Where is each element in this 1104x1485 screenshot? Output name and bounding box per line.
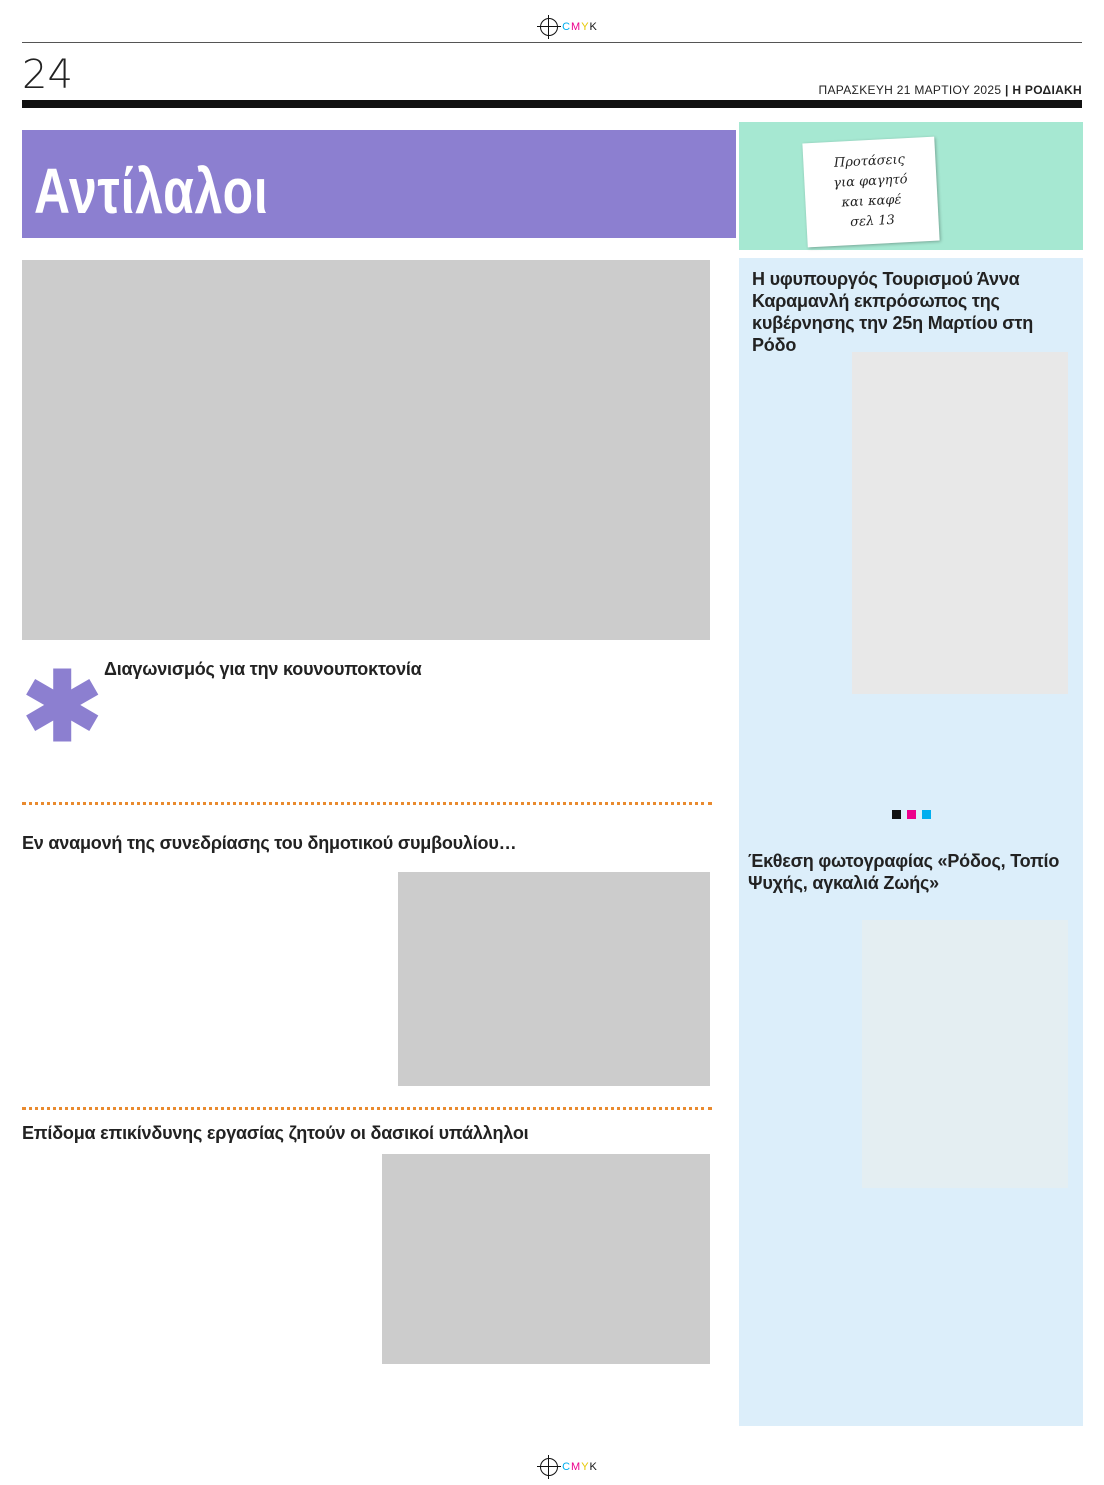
promo-box[interactable] xyxy=(739,122,1083,250)
magenta-dot xyxy=(907,810,916,819)
registration-mark-icon xyxy=(540,1458,558,1476)
black-dot xyxy=(892,810,901,819)
publication-name: Η ΡΟΔΙΑΚΗ xyxy=(1012,83,1082,97)
minister-article xyxy=(752,268,1072,356)
divider-2 xyxy=(22,1107,712,1110)
divider-1 xyxy=(22,802,712,805)
mosquito-headline: Διαγωνισμός για την κουνουποκτονία xyxy=(104,659,422,679)
promo-line-1: Προτάσεις xyxy=(833,152,906,171)
forest-headline-wrap xyxy=(22,1122,712,1144)
council-headline-wrap xyxy=(22,832,712,854)
notepad xyxy=(802,137,939,248)
bottom-cmyk-mark: CMYK xyxy=(540,1458,598,1476)
date: ΠΑΡΑΣΚΕΥΗ 21 ΜΑΡΤΙΟΥ 2025 xyxy=(818,83,1002,97)
exhibition-article xyxy=(748,850,1074,894)
council-headline: Εν αναμονή της συνεδρίασης του δημοτικού συμβουλίου… xyxy=(22,833,517,853)
top-cmyk-mark: CMYK xyxy=(540,18,598,36)
dateline xyxy=(819,83,1082,97)
exhibition-poster xyxy=(862,920,1068,1188)
color-dots xyxy=(892,810,931,819)
fogging-photo xyxy=(22,260,710,640)
date-separator: | xyxy=(1005,83,1009,97)
cyan-dot xyxy=(922,810,931,819)
forest-headline: Επίδομα επικίνδυνης εργασίας ζητούν οι δασικοί υπάλληλοι xyxy=(22,1123,529,1143)
page-number: 24 xyxy=(22,52,73,98)
minister-photo xyxy=(852,352,1068,694)
header-rule xyxy=(22,100,1082,108)
mosquito-article xyxy=(104,658,710,680)
section-banner xyxy=(22,130,736,238)
registration-mark-icon xyxy=(540,18,558,36)
promo-line-2: για φαγητό xyxy=(832,172,908,191)
section-title: Αντίλαλοι xyxy=(34,155,269,227)
promo-line-4: σελ 13 xyxy=(849,212,896,231)
exhibition-headline: Έκθεση φωτογραφίας «Ρόδος, Τοπίο Ψυχής, αγκαλιά Ζωής» xyxy=(748,851,1060,893)
top-rule xyxy=(22,42,1082,43)
council-photo xyxy=(398,872,710,1086)
forest-service-photo xyxy=(382,1154,710,1364)
promo-line-3: και καφέ xyxy=(841,192,902,211)
minister-headline: Η υφυπουργός Τουρισμού Άννα Καραμανλή εκπρόσωπος της κυβέρνησης την 25η Μαρτίου στη Ρόδο xyxy=(752,269,1034,355)
asterisk-icon: ✱ xyxy=(22,654,103,761)
